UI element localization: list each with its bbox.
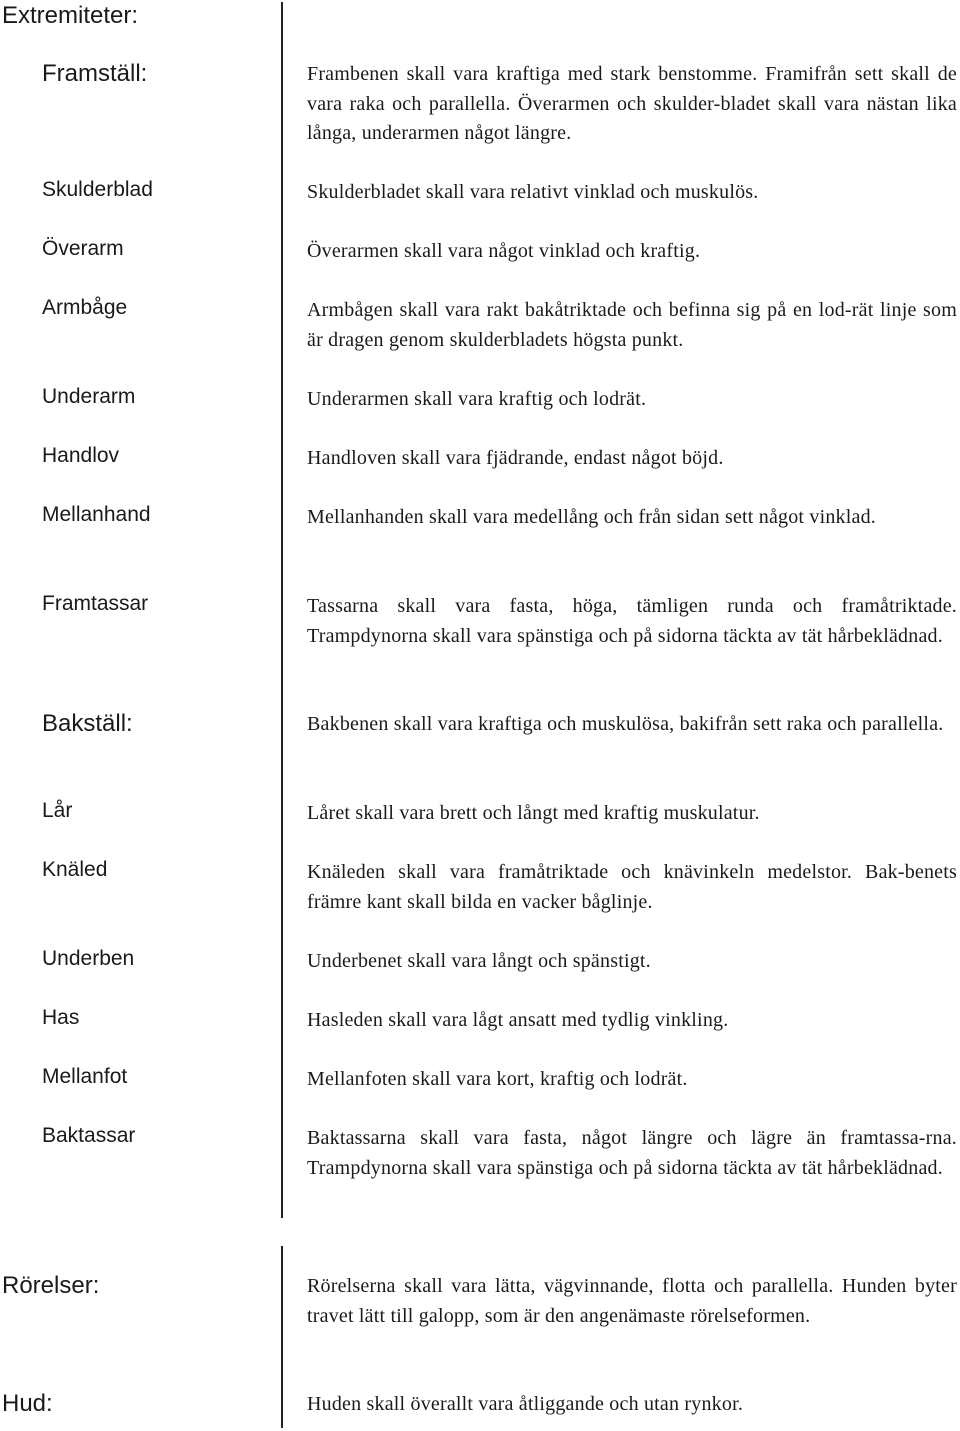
framstall-text: Frambenen skall vara kraftiga med stark benstomme. Framifrån sett skall de vara raka och parallella. Överarmen och skulder-bladet skall vara nästan lika långa, underarmen något längre. [307,63,957,144]
subheading-framstall: Framställ: [42,60,148,87]
text-underarm: Underarmen skall vara kraftig och lodrät. [307,388,647,410]
text-underben: Underbenet skall vara långt och spänstigt. [307,950,651,972]
rorelser-text: Rörelserna skall vara lätta, vägvinnande, flotta och parallella. Hunden byter travet lätt till galopp, som är den angenämaste rörelseformen. [307,1275,957,1327]
label-framtassar: Framtassar [42,592,149,615]
text-handlov: Handloven skall vara fjädrande, endast något böjd. [307,447,724,469]
subheading-bakstall: Bakställ: [42,710,133,737]
label-underarm: Underarm [42,385,136,408]
section-heading-extremiteter: Extremiteter: [2,2,139,29]
label-knaled: Knäled [42,858,108,881]
label-has: Has [42,1006,80,1029]
label-mellanhand: Mellanhand [42,503,151,526]
column-divider-top [281,2,283,1218]
text-skulderblad: Skulderbladet skall vara relativt vinklad och muskulös. [307,181,759,203]
label-handlov: Handlov [42,444,120,467]
text-lar: Låret skall vara brett och långt med kraftig muskulatur. [307,802,760,824]
hud-text: Huden skall överallt vara åtliggande och utan rynkor. [307,1393,744,1415]
text-baktassar: Baktassarna skall vara fasta, något längre och lägre än framtassa-rna. Trampdynorna skall vara spänstiga och på sidorna täckta av tät hårbeklädnad. [307,1127,957,1179]
label-mellanfot: Mellanfot [42,1065,128,1088]
label-armbage: Armbåge [42,296,128,319]
label-underben: Underben [42,947,135,970]
label-skulderblad: Skulderblad [42,178,153,201]
bakstall-text: Bakbenen skall vara kraftiga och muskulösa, bakifrån sett raka och parallella. [307,713,944,735]
section-heading-hud: Hud: [2,1390,53,1417]
text-armbage: Armbågen skall vara rakt bakåtriktade och befinna sig på en lod-rät linje som är dragen genom skulderbladets högsta punkt. [307,299,957,351]
text-mellanfot: Mellanfoten skall vara kort, kraftig och lodrät. [307,1068,688,1090]
label-baktassar: Baktassar [42,1124,136,1147]
section-heading-rorelser: Rörelser: [2,1272,100,1299]
text-knaled: Knäleden skall vara framåtriktade och knävinkeln medelstor. Bak-benets främre kant skall bilda en vacker båglinje. [307,861,957,913]
text-has: Hasleden skall vara lågt ansatt med tydlig vinkling. [307,1009,729,1031]
column-divider-bottom [281,1246,283,1428]
label-lar: Lår [42,799,73,822]
text-mellanhand: Mellanhanden skall vara medellång och från sidan sett något vinklad. [307,506,876,528]
text-overarm: Överarmen skall vara något vinklad och kraftig. [307,240,701,262]
label-overarm: Överarm [42,237,124,260]
text-framtassar: Tassarna skall vara fasta, höga, tämligen runda och framåtriktade. Trampdynorna skall vara spänstiga och på sidorna täckta av tät hårbeklädnad. [307,595,957,647]
